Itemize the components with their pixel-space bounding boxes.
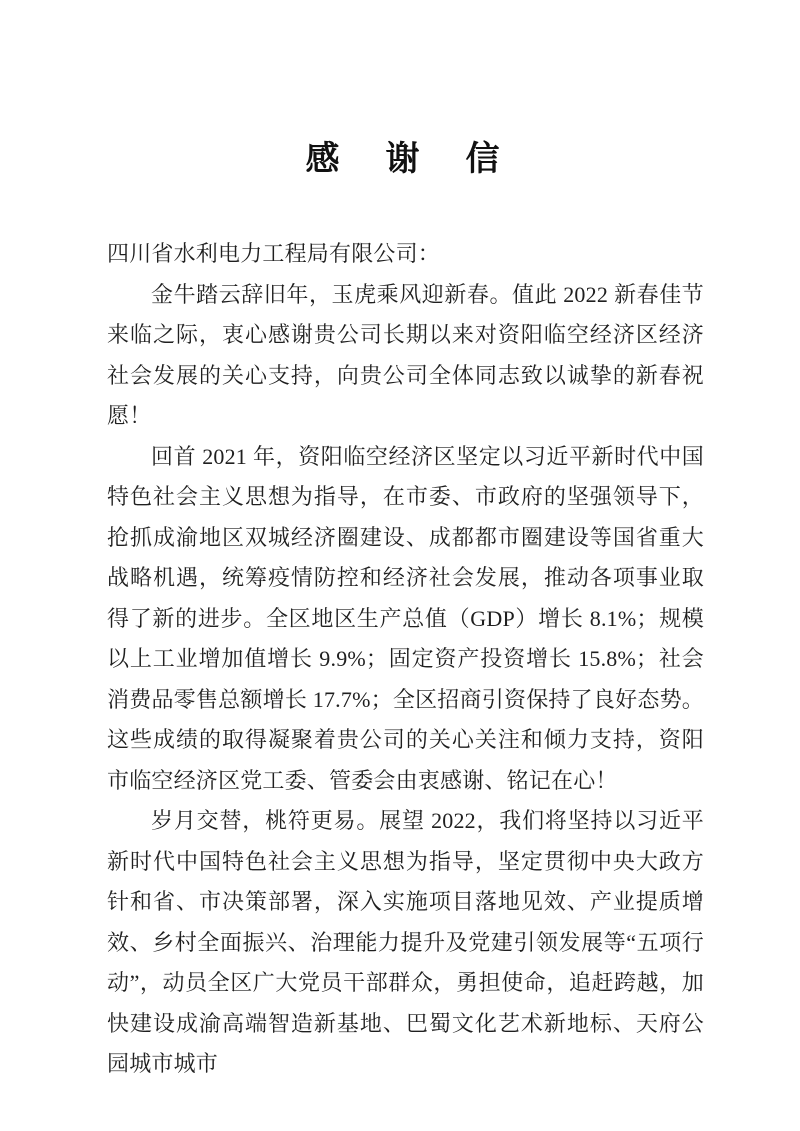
paragraph-greeting: 金牛踏云辞旧年，玉虎乘风迎新春。值此 2022 新春佳节来临之际，衷心感谢贵公司长期以来对资阳临空经济区经济社会发展的关心支持，向贵公司全体同志致以诚挚的新春祝愿！	[107, 281, 704, 429]
paragraph-2021-review: 回首 2021 年，资阳临空经济区坚定以习近平新时代中国特色社会主义思想为指导，在市委、市政府的坚强领导下，抢抓成渝地区双城经济圈建设、成都都市圈建设等国省重大战略机遇，统筹疫情防控和经济社会发展，推动各项事业取得了新的进步。全区地区生产总值（GDP）增长 8.1%；规模以上工业增加值增长 9.9%；固定资产投资增长 15.8%；社会消费品零售总额增长 17.7%；全区招商引资保持了良好态势。这些成绩的取得凝聚着贵公司的关心关注和倾力支持，资阳市临空经济区党工委、管委会由衷感谢、铭记在心！	[107, 443, 704, 793]
paragraph-2022-outlook: 岁月交替，桃符更易。展望 2022，我们将坚持以习近平新时代中国特色社会主义思想为指导，坚定贯彻中央大政方针和省、市决策部署，深入实施项目落地见效、产业提质增效、乡村全面振兴、治理能力提升及党建引领发展等“五项行动”，动员全区广大党员干部群众，勇担使命，追赶跨越，加快建设成渝高端智造新基地、巴蜀文化艺术新地标、天府公园城市城市	[107, 808, 704, 1077]
salutation-line: 四川省水利电力工程局有限公司：	[107, 241, 441, 267]
letter-title: 感 谢 信	[305, 141, 506, 178]
letter-body	[107, 234, 704, 1085]
